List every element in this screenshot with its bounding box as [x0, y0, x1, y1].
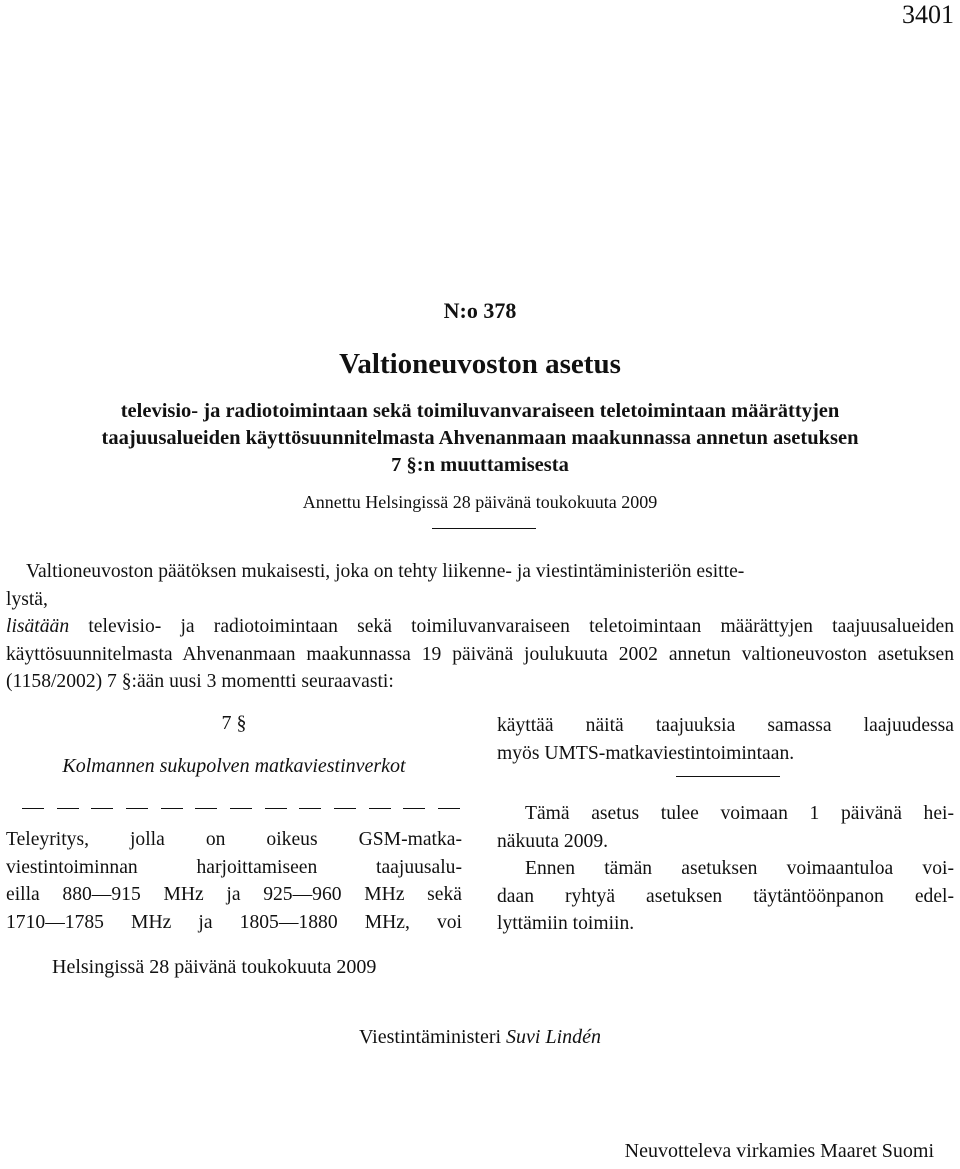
- omitted-mark: [438, 808, 460, 809]
- section-paragraph-continuation: [497, 712, 954, 767]
- omitted-mark: [22, 808, 44, 809]
- preamble-line: Valtioneuvoston päätöksen mukaisesti, joka on tehty liikenne- ja viestintäministeriön esitte-: [26, 561, 745, 582]
- provision-line: daan ryhtyä asetuksen täytäntöönpanon edel-: [497, 885, 954, 907]
- provision-line: lyttämiin toimiin.: [497, 913, 635, 935]
- divider: [676, 776, 780, 777]
- omitted-mark: [126, 808, 148, 809]
- section-heading: Kolmannen sukupolven matkaviestinverkot: [62, 755, 406, 777]
- preamble-body: [6, 613, 954, 696]
- omitted-mark: [334, 808, 356, 809]
- signing-place-date: Helsingissä 28 päivänä toukokuuta 2009: [52, 956, 377, 978]
- divider: [432, 528, 536, 529]
- omitted-mark: [265, 808, 287, 809]
- omitted-mark: [299, 808, 321, 809]
- omitted-mark: [403, 808, 425, 809]
- paragraph-line: eilla 880—915 MHz ja 925—960 MHz sekä: [6, 884, 462, 906]
- page-number: 3401: [902, 0, 954, 29]
- paragraph-line: Teleyritys, jolla on oikeus GSM-matka-: [6, 829, 462, 850]
- omitted-mark: [161, 808, 183, 809]
- omitted-mark: [230, 808, 252, 809]
- minister-title: Viestintäministeri: [358, 1026, 507, 1048]
- document-subtitle: [18, 398, 942, 479]
- omitted-mark: [91, 808, 113, 809]
- preamble-keyword: lisätään: [6, 616, 70, 638]
- omitted-text-marks: [22, 808, 460, 809]
- subtitle-line: televisio- ja radiotoimintaan sekä toimiluvanvaraiseen teletoimintaan määrättyjen: [120, 400, 840, 422]
- paragraph-line: 1710—1785 MHz ja 1805—1880 MHz, voi: [6, 911, 462, 933]
- provision-line: Ennen tämän asetuksen voimaantuloa voi-: [525, 858, 954, 880]
- subtitle-line: 7 §:n muuttamisesta: [391, 454, 569, 476]
- omitted-mark: [369, 808, 391, 809]
- issued-date: Annettu Helsingissä 28 päivänä toukokuuta 2009: [302, 492, 658, 512]
- provision-line: Tämä asetus tulee voimaan 1 päivänä hei-: [525, 803, 954, 824]
- section-number: 7 §: [221, 712, 247, 734]
- section-paragraph: [6, 826, 462, 936]
- statute-number: N:o 378: [443, 298, 517, 323]
- final-provisions: [497, 800, 954, 938]
- preamble-line: lystä,: [6, 588, 48, 610]
- official-signature: Neuvotteleva virkamies Maaret Suomi: [624, 1140, 934, 1162]
- omitted-mark: [57, 808, 79, 809]
- provision-line: näkuuta 2009.: [497, 830, 609, 852]
- paragraph-line: myös UMTS-matkaviestintoimintaan.: [497, 742, 795, 764]
- minister-signature: [0, 1026, 960, 1049]
- preamble: [6, 558, 954, 696]
- preamble-text: televisio- ja radiotoimintaan sekä toimiluvanvaraiseen teletoimintaan määrättyjen taajuusalueiden käyttösuunnitelmasta Ahvenanmaan maakunnassa 19 päivänä joulukuuta 2002 annetun valtioneuvoston asetuksen (1158/2002) 7 §:ään uusi 3 momentti seuraavasti:: [6, 616, 954, 693]
- subtitle-line: taajuusalueiden käyttösuunnitelmasta Ahvenanmaan maakunnassa annetun asetuksen: [101, 427, 859, 449]
- omitted-mark: [195, 808, 217, 809]
- paragraph-line: käyttää näitä taajuuksia samassa laajuudessa: [497, 715, 954, 736]
- paragraph-line: viestintoiminnan harjoittamiseen taajuusalu-: [6, 856, 462, 878]
- document-title: Valtioneuvoston asetus: [339, 348, 621, 380]
- minister-name: Suvi Lindén: [506, 1026, 602, 1048]
